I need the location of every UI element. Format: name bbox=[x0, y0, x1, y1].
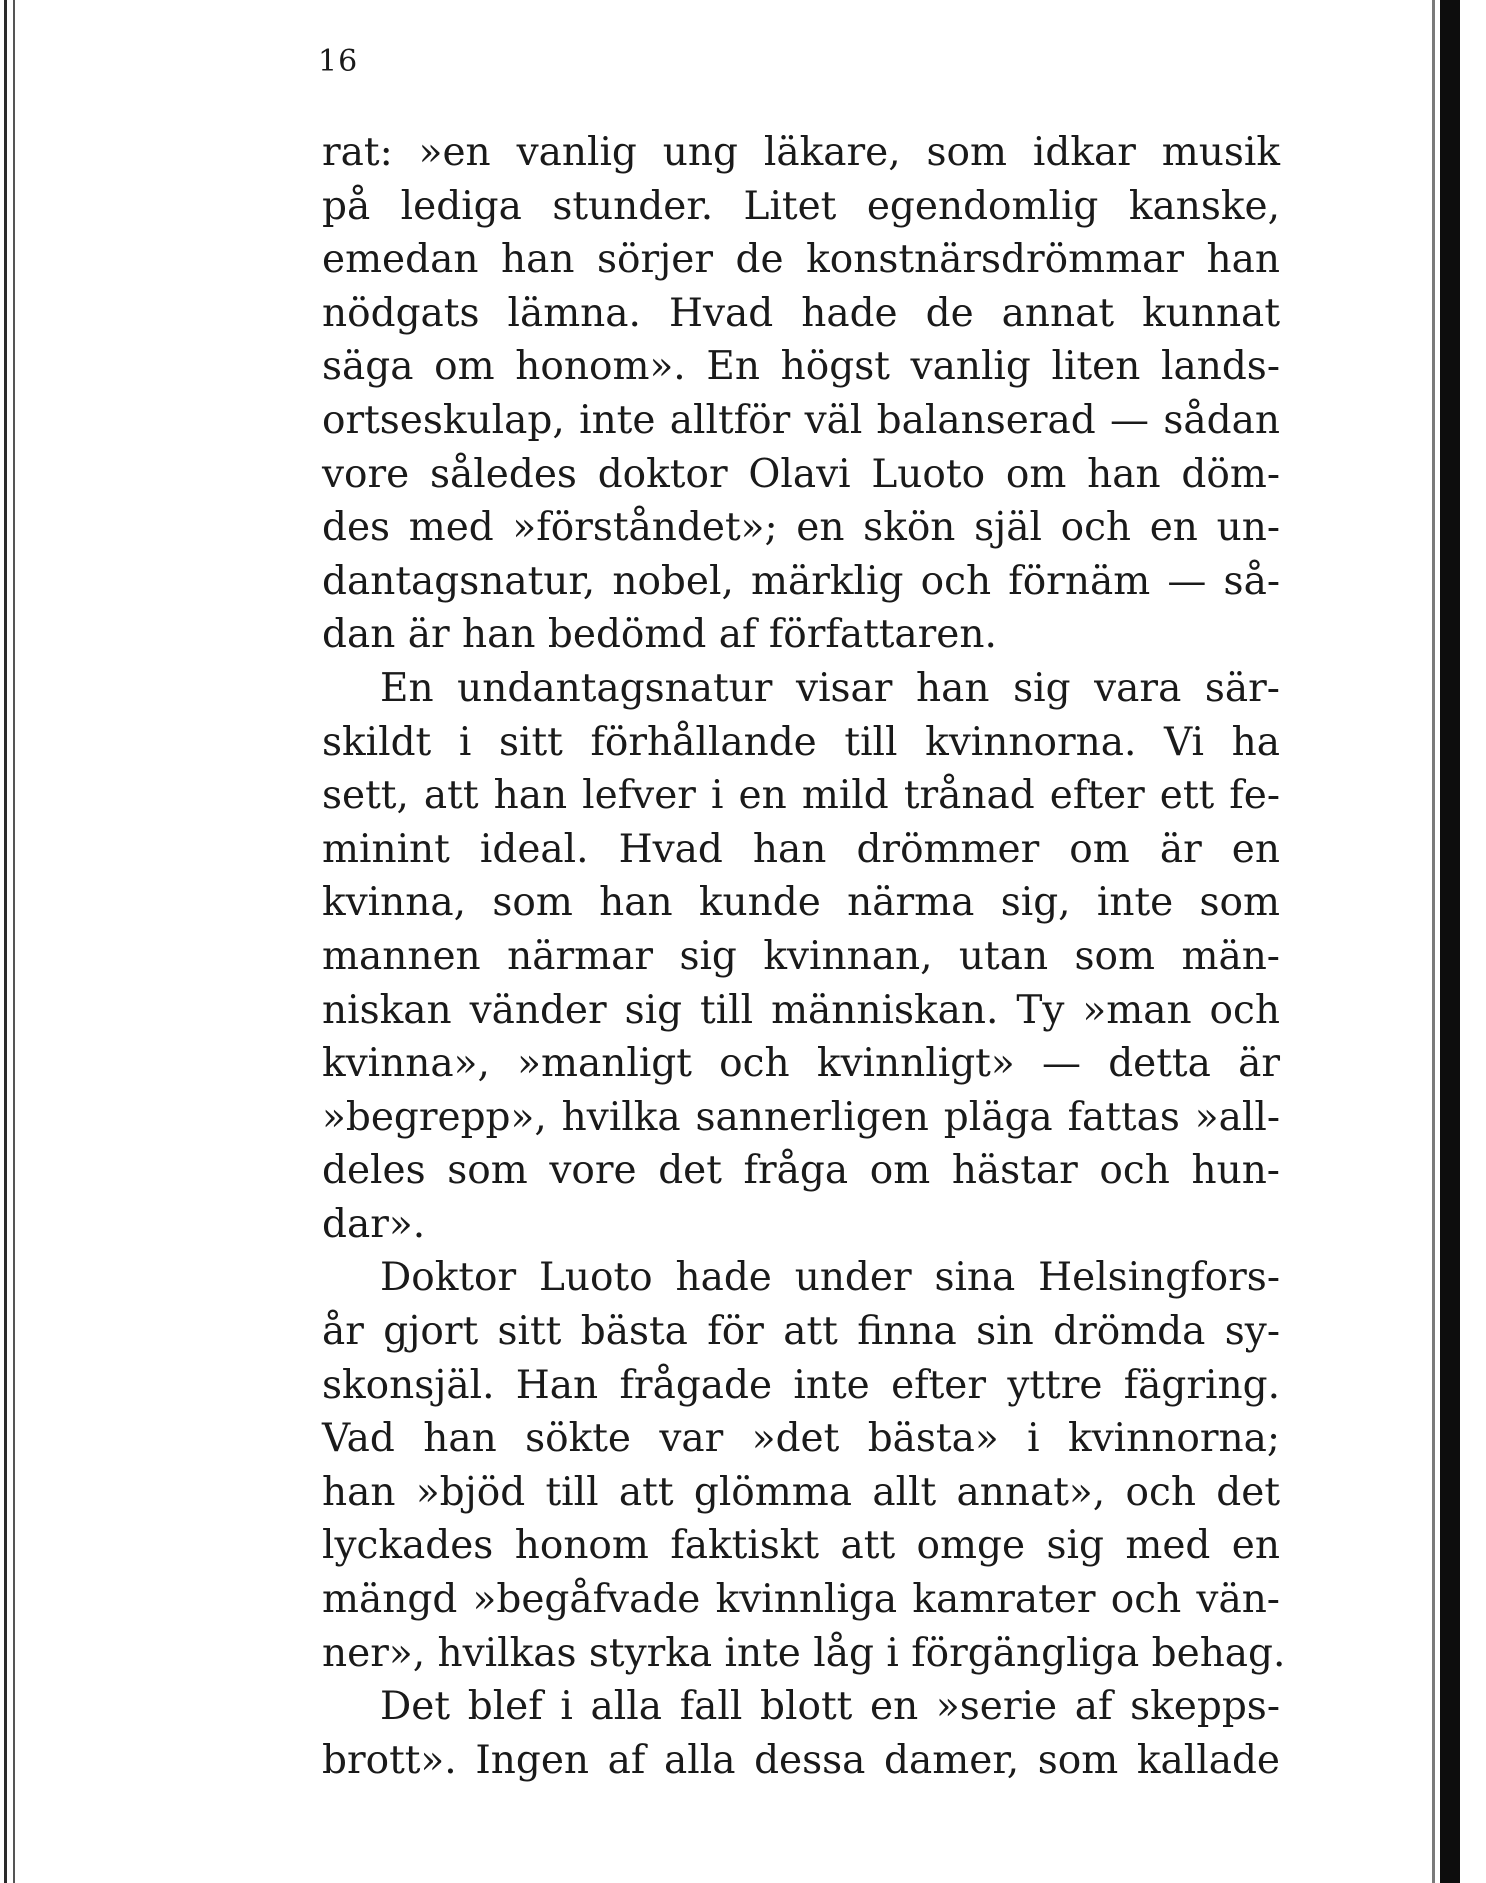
text-line: dantagsnatur, nobel, märklig och förnäm — så- bbox=[322, 558, 1280, 604]
text-line: deles som vore det fråga om hästar och hun- bbox=[322, 1148, 1280, 1194]
text-line: Vad han sökte var »det bästa» i kvinnorna; bbox=[322, 1416, 1280, 1462]
text-line: kvinna», »manligt och kvinnligt» — detta är bbox=[322, 1041, 1280, 1087]
text-line: på lediga stunder. Litet egendomlig kanske, bbox=[322, 183, 1280, 229]
text-line: sett, att han lefver i en mild trånad efter ett fe- bbox=[322, 773, 1280, 819]
text-line: år gjort sitt bästa för att finna sin drömda sy- bbox=[322, 1309, 1280, 1355]
text-line: dan är han bedömd af författaren. bbox=[322, 612, 997, 658]
text-line: niskan vänder sig till människan. Ty »man och bbox=[322, 987, 1280, 1033]
text-line: mannen närmar sig kvinnan, utan som män- bbox=[322, 933, 1280, 979]
text-line: vore således doktor Olavi Luoto om han döm- bbox=[322, 451, 1280, 497]
text-line: brott». Ingen af alla dessa damer, som kallade bbox=[322, 1737, 1280, 1783]
body-text bbox=[322, 126, 1286, 1787]
text-line: Doktor Luoto hade under sina Helsingfors- bbox=[380, 1255, 1280, 1301]
scan-border-right-inner bbox=[1432, 0, 1435, 1883]
text-line: skonsjäl. Han frågade inte efter yttre fägring. bbox=[322, 1362, 1280, 1408]
text-line: nödgats lämna. Hvad hade de annat kunnat bbox=[322, 290, 1280, 336]
scan-border-left-inner bbox=[13, 0, 15, 1883]
text-line: rat: »en vanlig ung läkare, som idkar musik bbox=[322, 130, 1280, 175]
text-line: skildt i sitt förhållande till kvinnorna. Vi ha bbox=[322, 719, 1280, 765]
text-line: minint ideal. Hvad han drömmer om är en bbox=[322, 826, 1280, 872]
text-line: emedan han sörjer de konstnärsdrömmar han bbox=[322, 237, 1280, 283]
text-line: »begrepp», hvilka sannerligen pläga fattas »all- bbox=[322, 1094, 1280, 1140]
scan-border-left bbox=[4, 0, 7, 1883]
text-line: En undantagsnatur visar han sig vara sär- bbox=[380, 665, 1280, 711]
text-line: ortseskulap, inte alltför väl balanserad — sådan bbox=[322, 397, 1280, 443]
text-line: mängd »begåfvade kvinnliga kamrater och vän- bbox=[322, 1577, 1280, 1623]
text-line: han »bjöd till att glömma allt annat», och det bbox=[322, 1469, 1280, 1515]
text-line: säga om honom». En högst vanlig liten lands- bbox=[322, 344, 1280, 390]
scan-border-right bbox=[1440, 0, 1460, 1883]
text-line: ner», hvilkas styrka inte låg i förgängliga behag. bbox=[322, 1630, 1286, 1676]
text-line: lyckades honom faktiskt att omge sig med en bbox=[322, 1523, 1280, 1569]
text-line: dar». bbox=[322, 1201, 426, 1247]
text-line: des med »förståndet»; en skön själ och en un- bbox=[322, 505, 1280, 551]
page-number: 16 bbox=[318, 44, 359, 79]
text-line: kvinna, som han kunde närma sig, inte som bbox=[322, 880, 1280, 926]
text-line: Det blef i alla fall blott en »serie af skepps- bbox=[380, 1684, 1280, 1730]
